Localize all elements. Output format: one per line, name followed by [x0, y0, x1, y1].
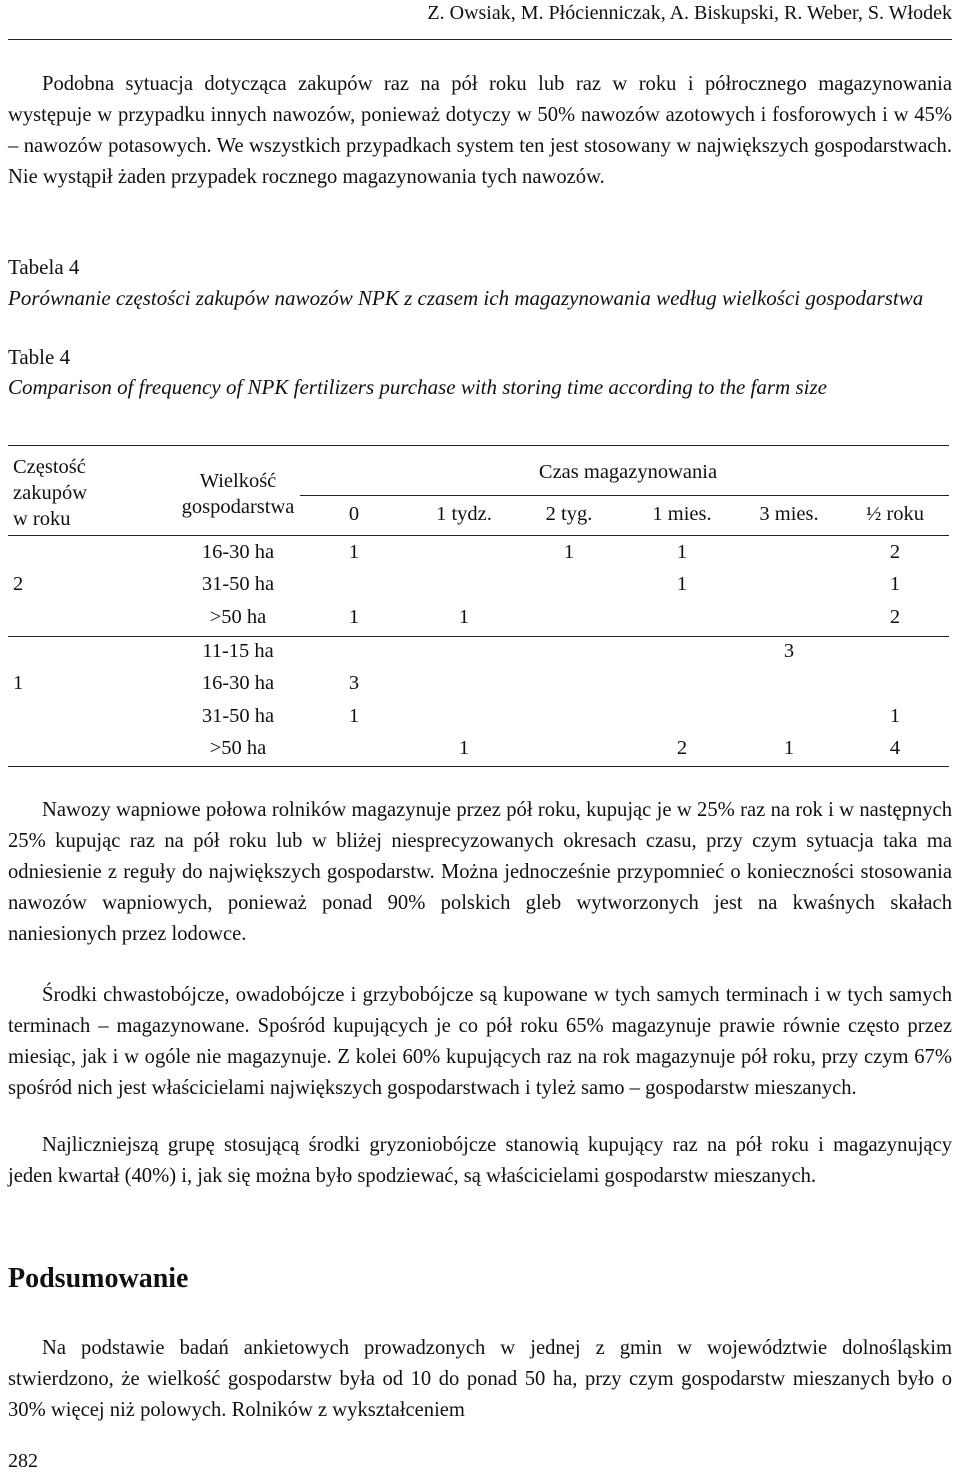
running-header	[8, 0, 952, 40]
table-cell: 1	[783, 737, 795, 759]
table-title-en: Comparison of frequency of NPK fertilizers purchase with storing time according to the farm size	[8, 375, 827, 399]
group-divider-rule	[8, 636, 949, 637]
page-number: 282	[8, 1450, 38, 1472]
storage-col-header: 1 tydz.	[436, 503, 492, 525]
farm-size-value: >50 ha	[209, 606, 267, 628]
table-label-en: Table 4	[8, 345, 71, 369]
body-paragraph: Środki chwastobójcze, owadobójcze i grzybobójcze są kupowane w tych samych terminach i w tych samych terminach – magazynowane. Spośród kupujących je co pół roku 65% magazynuje prawie równie często przez miesiąc, jak i w ogóle nie magazynuje. Z kolei 60% kupujących raz na rok magazynuje pół roku, przy czym 67% spośród nich jest właścicielami największych gospodarstwach i tyleż samo – gospodarstw mieszanych.	[8, 984, 952, 1099]
header-authors: Z. Owsiak, M. Płócienniczak, A. Biskupski, R. Weber, S. Włodek	[427, 2, 952, 24]
col-header-frequency: Częstość zakupów w roku	[13, 456, 88, 530]
table-label-pl: Tabela 4	[8, 255, 80, 279]
intro-paragraph: Podobna sytuacja dotycząca zakupów raz na pół roku lub raz w roku i półrocznego magazynowania występuje w przypadku innych nawozów, ponieważ dotyczy w 50% nawozów azotowych i fosforowych i w 45% – nawozów potasowych. We wszystkich przypadkach system ten jest stosowany w największych gospodarstwach. Nie wystąpił żaden przypadek rocznego magazynowania tych nawozów.	[8, 73, 952, 188]
table-cell: 1	[348, 541, 360, 563]
body-paragraph: Nawozy wapniowe połowa rolników magazynuje przez pół roku, kupując je w 25% raz na rok i w następnych 25% kupując raz na pół roku lub w bliżej niesprecyzowanych okresach czasu, przy czym sytuacja taka ma odniesienie z reguły do największych gospodarstw. Można jednocześnie przypomnieć o konieczności stosowania nawozów wapniowych, ponieważ ponad 90% polskich gleb wytworzonych jest na kwaśnych skałach naniesionych przez lodowce.	[8, 799, 952, 945]
table-cell: 2	[676, 737, 688, 759]
farm-size-value: 31-50 ha	[201, 573, 275, 595]
frequency-value: 2	[13, 573, 24, 595]
table-cell: 1	[458, 737, 470, 759]
storage-col-header: 3 mies.	[759, 503, 819, 525]
table-bottom-rule	[8, 766, 949, 767]
col-header-farm-size: Wielkość gospodarstwa	[181, 470, 295, 518]
summary-paragraph: Na podstawie badań ankietowych prowadzonych w jednej z gmin w województwie dolnośląskim stwierdzono, że wielkość gospodarstw była od 10 do ponad 50 ha, przy czym gospodarstw mieszanych było o 30% więcej niż polowych. Rolników z wykształceniem	[8, 1337, 952, 1421]
table-cell: 1	[458, 606, 470, 628]
section-heading: Podsumowanie	[8, 1263, 189, 1294]
farm-size-value: 11-15 ha	[202, 640, 274, 662]
table-cell: 1	[563, 541, 575, 563]
table-cell: 1	[676, 573, 688, 595]
storage-col-header: ½ roku	[865, 503, 925, 525]
storage-col-header: 2 tyg.	[545, 503, 593, 525]
data-table	[8, 445, 949, 767]
storage-header-rule	[300, 495, 949, 496]
table-cell: 3	[348, 672, 360, 694]
body-paragraph: Najliczniejszą grupę stosującą środki gryzoniobójcze stanowią kupujący raz na pół roku i magazynujący jeden kwartał (40%) i, jak się można było spodziewać, są właścicielami gospodarstw mieszanych.	[8, 1134, 952, 1187]
table-cell: 2	[889, 606, 901, 628]
table-cell: 1	[889, 573, 901, 595]
storage-col-header: 0	[348, 503, 360, 525]
farm-size-value: 31-50 ha	[201, 705, 275, 727]
table-cell: 1	[889, 705, 901, 727]
table-cell: 2	[889, 541, 901, 563]
storage-col-header: 1 mies.	[652, 503, 712, 525]
table-cell: 3	[783, 640, 795, 662]
table-cell: 1	[348, 705, 360, 727]
table-cell: 4	[889, 737, 901, 759]
frequency-value: 1	[13, 672, 24, 694]
header-bottom-rule	[8, 535, 949, 536]
farm-size-value: 16-30 ha	[201, 672, 275, 694]
table-title-pl: Porównanie częstości zakupów nawozów NPK z czasem ich magazynowania według wielkości gospodarstwa	[8, 286, 924, 310]
storage-time-header: Czas magazynowania	[538, 461, 718, 483]
farm-size-value: 16-30 ha	[201, 541, 275, 563]
farm-size-value: >50 ha	[209, 737, 267, 759]
table-cell: 1	[348, 606, 360, 628]
table-top-rule	[8, 445, 949, 446]
table-cell: 1	[676, 541, 688, 563]
